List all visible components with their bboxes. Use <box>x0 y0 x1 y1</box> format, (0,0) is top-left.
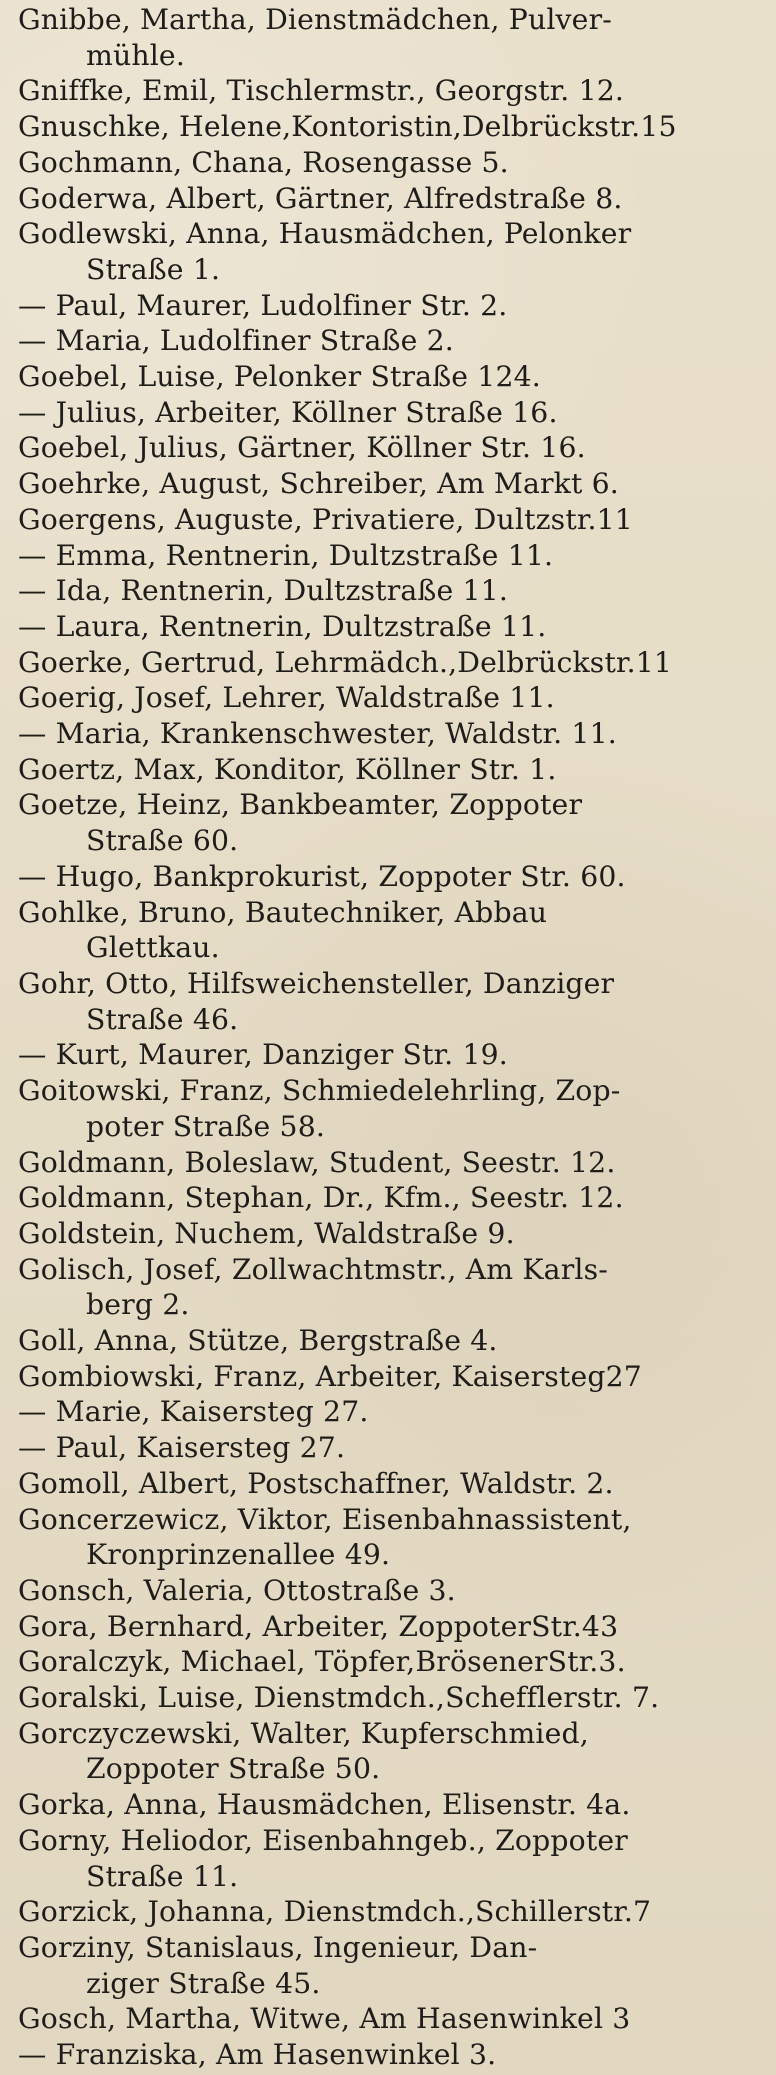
directory-entry-gomoll <box>18 1466 768 1502</box>
directory-entry-gonsch <box>18 1573 768 1609</box>
directory-entry-maria-godlewski <box>18 323 768 359</box>
directory-entry-gorka <box>18 1787 768 1823</box>
entry-line: — Ida, Rentnerin, Dultzstraße 11. <box>18 574 508 608</box>
entry-line: Gohr, Otto, Hilfsweichensteller, Danziger <box>18 966 615 1000</box>
directory-entry-goldmann-stephan <box>18 1180 768 1216</box>
directory-entry-franziska-gosch <box>18 2037 768 2073</box>
directory-entry-goebel-julius <box>18 430 768 466</box>
directory-entry-goergens <box>18 502 768 538</box>
entry-continuation-line: Straße 60. <box>86 824 239 858</box>
entry-line: Gorka, Anna, Hausmädchen, Elisenstr. 4a. <box>18 1788 631 1822</box>
entry-continuation-line: Straße 1. <box>86 252 221 286</box>
entry-line: Gniffke, Emil, Tischlermstr., Georgstr. 12. <box>18 74 625 108</box>
entry-line: Gombiowski, Franz, Arbeiter, Kaisersteg27 <box>18 1359 642 1393</box>
directory-entry-laura-goergens <box>18 609 768 645</box>
directory-entry-julius-goebel-arbeiter <box>18 395 768 431</box>
entry-line: — Emma, Rentnerin, Dultzstraße 11. <box>18 538 554 572</box>
entry-line: Gosch, Martha, Witwe, Am Hasenwinkel 3 <box>18 2002 631 2036</box>
entry-line: Goebel, Luise, Pelonker Straße 124. <box>18 360 541 394</box>
entry-line: Goergens, Auguste, Privatiere, Dultzstr.11 <box>18 502 633 536</box>
entry-line: — Maria, Ludolfiner Straße 2. <box>18 324 454 358</box>
directory-entry-gochmann <box>18 145 768 181</box>
entry-line: Goldmann, Boleslaw, Student, Seestr. 12. <box>18 1145 616 1179</box>
entry-line: Goralski, Luise, Dienstmdch.,Schefflerstr. 7. <box>18 1681 660 1715</box>
entry-line: Goebel, Julius, Gärtner, Köllner Str. 16. <box>18 431 586 465</box>
entry-continuation-line: poter Straße 58. <box>86 1109 325 1143</box>
directory-entry-goderwa <box>18 181 768 217</box>
directory-entry-gohlke <box>18 895 768 966</box>
entry-continuation-line: Straße 46. <box>86 1002 239 1036</box>
directory-entry-goralski <box>18 1680 768 1716</box>
directory-entry-gombiowski <box>18 1359 768 1395</box>
directory-entry-ida-goergens <box>18 573 768 609</box>
entry-line: Goertz, Max, Konditor, Köllner Str. 1. <box>18 752 557 786</box>
entry-line: Goralczyk, Michael, Töpfer,BrösenerStr.3. <box>18 1645 626 1679</box>
directory-entry-golisch <box>18 1252 768 1323</box>
entry-line: — Maria, Krankenschwester, Waldstr. 11. <box>18 717 617 751</box>
directory-entry-kurt-gohr <box>18 1037 768 1073</box>
directory-entry-marie-gombiowski <box>18 1394 768 1430</box>
directory-entry-gorziny <box>18 1930 768 2001</box>
entry-line: Gorny, Heliodor, Eisenbahngeb., Zoppoter <box>18 1823 628 1857</box>
directory-entry-goerig <box>18 680 768 716</box>
directory-entry-gohr <box>18 966 768 1037</box>
entry-line: — Paul, Maurer, Ludolfiner Str. 2. <box>18 288 508 322</box>
entry-continuation-line: Kronprinzenallee 49. <box>86 1538 391 1572</box>
entry-line: Gonsch, Valeria, Ottostraße 3. <box>18 1573 456 1607</box>
entry-line: Golisch, Josef, Zollwachtmstr., Am Karls- <box>18 1252 608 1286</box>
directory-entry-maria-goerig <box>18 716 768 752</box>
entry-line: Gnibbe, Martha, Dienstmädchen, Pulver- <box>18 3 612 36</box>
directory-entry-goerke <box>18 645 768 681</box>
entry-continuation-line: Straße 11. <box>86 1859 239 1893</box>
entry-line: Goerig, Josef, Lehrer, Waldstraße 11. <box>18 681 555 715</box>
entry-continuation-line: Zoppoter Straße 50. <box>86 1752 381 1786</box>
directory-entry-gorny <box>18 1823 768 1894</box>
directory-entry-goehrke <box>18 466 768 502</box>
directory-entry-goldmann-boleslaw <box>18 1145 768 1181</box>
entry-line: Goll, Anna, Stütze, Bergstraße 4. <box>18 1324 498 1358</box>
directory-entry-gnuschke <box>18 109 768 145</box>
entry-line: — Paul, Kaisersteg 27. <box>18 1431 346 1465</box>
entry-line: Gorziny, Stanislaus, Ingenieur, Dan- <box>18 1930 538 1964</box>
entry-line: Goerke, Gertrud, Lehrmädch.,Delbrückstr.11 <box>18 645 673 679</box>
entry-line: Gohlke, Bruno, Bautechniker, Abbau <box>18 895 548 929</box>
directory-entry-gniffke <box>18 73 768 109</box>
entry-line: Goderwa, Albert, Gärtner, Alfredstraße 8. <box>18 181 623 215</box>
entry-line: Goldstein, Nuchem, Waldstraße 9. <box>18 1216 515 1250</box>
entry-line: Goldmann, Stephan, Dr., Kfm., Seestr. 12. <box>18 1181 624 1215</box>
entry-line: — Marie, Kaisersteg 27. <box>18 1395 369 1429</box>
directory-entry-gorczyczewski <box>18 1716 768 1787</box>
directory-entry-goetze <box>18 787 768 858</box>
entry-line: Gorczyczewski, Walter, Kupferschmied, <box>18 1716 589 1750</box>
entry-line: — Julius, Arbeiter, Köllner Straße 16. <box>18 395 558 429</box>
directory-entry-gorzick <box>18 1894 768 1930</box>
entry-line: Goitowski, Franz, Schmiedelehrling, Zop- <box>18 1074 621 1108</box>
entry-line: — Franziska, Am Hasenwinkel 3. <box>18 2038 497 2072</box>
directory-entry-goertz <box>18 752 768 788</box>
entry-continuation-line: ziger Straße 45. <box>86 1966 321 2000</box>
entry-line: — Laura, Rentnerin, Dultzstraße 11. <box>18 609 547 643</box>
directory-entry-goldstein <box>18 1216 768 1252</box>
directory-entry-paul-godlewski <box>18 288 768 324</box>
entry-line: Gomoll, Albert, Postschaffner, Waldstr. 2. <box>18 1466 614 1500</box>
entry-line: Godlewski, Anna, Hausmädchen, Pelonker <box>18 217 632 251</box>
entry-line: Gochmann, Chana, Rosengasse 5. <box>18 145 509 179</box>
entry-line: Gora, Bernhard, Arbeiter, ZoppoterStr.43 <box>18 1609 619 1643</box>
entry-continuation-line: berg 2. <box>86 1288 190 1322</box>
directory-entry-gnibbe <box>18 2 768 73</box>
directory-entry-goralczyk <box>18 1644 768 1680</box>
directory-entry-goll <box>18 1323 768 1359</box>
entry-continuation-line: Glettkau. <box>86 931 220 965</box>
directory-entry-emma-goergens <box>18 538 768 574</box>
entry-line: Gnuschke, Helene,Kontoristin,Delbrückstr.15 <box>18 110 677 144</box>
directory-entry-paul-gombiowski <box>18 1430 768 1466</box>
entry-line: — Hugo, Bankprokurist, Zoppoter Str. 60. <box>18 859 626 893</box>
entry-line: Goncerzewicz, Viktor, Eisenbahnassistent, <box>18 1502 632 1536</box>
entry-continuation-line: mühle. <box>86 38 185 72</box>
entry-line: Gorzick, Johanna, Dienstmdch.,Schillerstr.7 <box>18 1895 652 1929</box>
directory-entry-gosch <box>18 2001 768 2037</box>
directory-entry-goncerzewicz <box>18 1502 768 1573</box>
directory-entry-goebel-luise <box>18 359 768 395</box>
entry-line: Goetze, Heinz, Bankbeamter, Zoppoter <box>18 788 583 822</box>
directory-entry-hugo-goetze <box>18 859 768 895</box>
entry-line: — Kurt, Maurer, Danziger Str. 19. <box>18 1038 508 1072</box>
directory-entry-godlewski <box>18 216 768 287</box>
directory-entry-gora <box>18 1609 768 1645</box>
entry-line: Goehrke, August, Schreiber, Am Markt 6. <box>18 467 619 501</box>
directory-entry-goitowski <box>18 1073 768 1144</box>
